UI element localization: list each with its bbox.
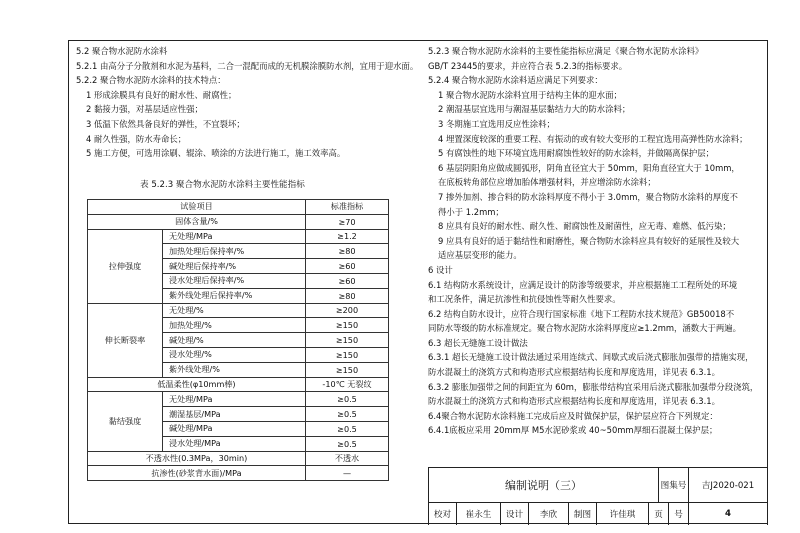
left-column bbox=[76, 44, 419, 161]
group-label: 拉伸强度 bbox=[88, 229, 163, 303]
table-cell: — bbox=[306, 466, 389, 481]
table-header: 标准指标 bbox=[306, 200, 389, 215]
right-line: 7 掺外加剂、掺合料的防水涂料厚度不得小于 3.0mm，聚合物防水涂料的厚度不 bbox=[438, 191, 738, 202]
right-line: 同防水等级的防水标准规定。聚合物水泥防水涂料厚度应≥1.2mm，涵数大于两遍。 bbox=[428, 323, 742, 334]
table-cell: ≥80 bbox=[306, 288, 389, 303]
left-line: 5 施工方便，可选用涂刷、辊涂、喷涂的方法进行施工，施工效率高。 bbox=[86, 148, 346, 159]
right-line: 9 应具有良好的适于黏结性和耐磨性，聚合物防水涂料应具有较好的延展性及较大 bbox=[438, 235, 740, 246]
right-line: 5 有腐蚀性的地下环境宜选用耐腐蚀性较好的防水涂料，并做隔离保护层； bbox=[438, 148, 714, 159]
right-line: 2 潮湿基层宜选用与潮湿基层黏结力大的防水涂料； bbox=[438, 104, 631, 115]
table-cell: 加热处理/% bbox=[163, 318, 306, 333]
left-line: 2 黏接力强，对基层适应性强； bbox=[86, 104, 203, 115]
table-cell: 无处理/MPa bbox=[163, 392, 306, 407]
design-label: 设计 bbox=[500, 503, 528, 525]
atlas-number: 吉J2020-021 bbox=[688, 468, 768, 502]
right-line: 6.1 结构防水系统设计，应满足设计的防渗等级要求，并应根据施工工程所处的环境 bbox=[428, 279, 738, 290]
table-cell: 不透水性(0.3MPa，30min) bbox=[88, 451, 306, 466]
table-cell: 浸水处理/% bbox=[163, 347, 306, 362]
section-title: 5.2 聚合物水泥防水涂料 bbox=[76, 46, 168, 56]
right-line: 6.3.1 超长无缝施工设计做法通过采用连续式、间歇式或后浇式膨胀加强带的措施实现， bbox=[428, 352, 754, 363]
table-cell: ≥0.5 bbox=[306, 436, 389, 451]
table-cell: ≥0.5 bbox=[306, 421, 389, 436]
table-cell: ≥60 bbox=[306, 259, 389, 274]
right-line: 4 埋置深度较深的重要工程、有振动的或有较大变形的工程宜选用高弹性防水涂料； bbox=[438, 133, 748, 144]
right-line: 防水混凝土的浇筑方式和构造形式应根据结构长度和厚度选用，详见表 6.3.1。 bbox=[428, 396, 720, 407]
atlas-label: 图集号 bbox=[658, 468, 688, 502]
spec-table bbox=[87, 199, 389, 481]
right-line: 6.2 结构自防水设计，应符合现行国家标准《地下工程防水技术规范》GB50018不 bbox=[428, 308, 735, 319]
right-line: 3 冬期施工宜选用反应性涂料； bbox=[438, 118, 555, 129]
table-cell: 加热处理后保持率/% bbox=[163, 244, 306, 259]
table-cell: 碱处理后保持率/% bbox=[163, 259, 306, 274]
designer-name: 李欣 bbox=[528, 503, 568, 525]
right-line: 适应基层变形的能力。 bbox=[438, 250, 522, 261]
group-label: 黏结强度 bbox=[88, 392, 163, 451]
right-line: 6.3.2 膨胀加强带之间的间距宜为 60m，膨胀带结构宜采用后浇式膨胀加强带分段浇筑， bbox=[428, 381, 759, 392]
table-cell: -10℃ 无裂纹 bbox=[306, 377, 389, 392]
right-line: 在底板转角部位应增加胎体增强材料，并应增涂防水涂料； bbox=[438, 177, 656, 188]
table-cell: ≥150 bbox=[306, 347, 389, 362]
page-number: 4 bbox=[688, 503, 768, 525]
drawing-title: 编制说明（三） bbox=[428, 468, 658, 502]
table-cell: 浸水处理后保持率/% bbox=[163, 273, 306, 288]
right-line: 6 基层阴阳角应做成圆弧形，阴角直径宜大于 50mm，阳角直径宜大于 10mm， bbox=[438, 162, 740, 173]
left-line: 1 形成涂膜具有良好的耐水性、耐腐性； bbox=[86, 89, 237, 100]
table-cell: 不透水 bbox=[306, 451, 389, 466]
checker-name: 崔永生 bbox=[456, 503, 500, 525]
table-cell: 紫外线处理后保持率/% bbox=[163, 288, 306, 303]
right-line: 1 聚合物水泥防水涂料宜用于结构主体的迎水面； bbox=[438, 89, 622, 100]
right-line: 6.4.1底板应采用 20mm厚 M5水泥砂浆或 40~50mm厚细石混凝土保护层； bbox=[428, 425, 718, 436]
group-label: 伸长断裂率 bbox=[88, 303, 163, 377]
table-cell: ≥150 bbox=[306, 333, 389, 348]
right-line: 5.2.4 聚合物水泥防水涂料适应满足下列要求： bbox=[428, 75, 603, 86]
table-cell: 碱处理/MPa bbox=[163, 421, 306, 436]
left-line: 3 低温下依然具备良好的弹性，不宜裂坏； bbox=[86, 118, 245, 129]
draw-label: 制图 bbox=[568, 503, 596, 525]
left-line: 4 耐久性强，防水寿命长； bbox=[86, 133, 187, 144]
table-caption: 表 5.2.3 聚合物水泥防水涂料主要性能指标 bbox=[140, 180, 305, 190]
right-line: 6.4聚合物水泥防水涂料施工完成后应及时做保护层，保护层应符合下列规定： bbox=[428, 410, 718, 421]
right-line: 8 应具有良好的耐水性、耐久性、耐腐蚀性及耐菌性，应无毒、难燃、低污染； bbox=[438, 221, 731, 232]
table-cell: ≥200 bbox=[306, 303, 389, 318]
table-cell: 抗渗性(砂浆背水面)/MPa bbox=[88, 466, 306, 481]
right-line: 和工况条件，满足抗渗性和抗侵蚀性等耐久性要求。 bbox=[428, 294, 621, 305]
right-line: 6.3 超长无缝施工设计做法 bbox=[428, 337, 528, 348]
table-cell: 紫外线处理/% bbox=[163, 362, 306, 377]
right-line: 得小于 1.2mm； bbox=[438, 206, 504, 217]
left-line: 5.2.2 聚合物水泥防水涂料的技术特点： bbox=[76, 75, 226, 86]
right-line: 防水混凝土的浇筑方式和构造形式应根据结构长度和厚度选用，详见表 6.3.1。 bbox=[428, 367, 720, 378]
table-cell: ≥150 bbox=[306, 362, 389, 377]
right-line: 6 设计 bbox=[428, 264, 453, 275]
check-label: 校对 bbox=[428, 503, 456, 525]
table-cell: ≥80 bbox=[306, 244, 389, 259]
table-cell: 碱处理/% bbox=[163, 333, 306, 348]
table-cell: 固体含量/% bbox=[88, 214, 306, 229]
title-block bbox=[428, 467, 768, 525]
table-cell: ≥1.2 bbox=[306, 229, 389, 244]
table-cell: 无处理/MPa bbox=[163, 229, 306, 244]
page-label: 页 bbox=[648, 503, 668, 525]
right-line: GB/T 23445的要求，并应符合表 5.2.3的指标要求。 bbox=[428, 60, 628, 71]
table-cell: ≥0.5 bbox=[306, 392, 389, 407]
table-cell: ≥70 bbox=[306, 214, 389, 229]
drafter-name: 许佳琪 bbox=[596, 503, 648, 525]
table-cell: 浸水处理/MPa bbox=[163, 436, 306, 451]
table-cell: ≥0.5 bbox=[306, 407, 389, 422]
left-line: 5.2.1 由高分子分散剂和水泥为基料，二合一混配而成的无机膜涂膜防水剂，宜用于迎水面。 bbox=[76, 60, 419, 71]
table-header: 试验项目 bbox=[88, 200, 306, 215]
table-cell: 低温柔性(φ10mm棒) bbox=[88, 377, 306, 392]
table-cell: 潮湿基层/MPa bbox=[163, 407, 306, 422]
table-cell: ≥150 bbox=[306, 318, 389, 333]
right-line: 5.2.3 聚合物水泥防水涂料的主要性能指标应满足《聚合物水泥防水涂料》 bbox=[428, 46, 704, 56]
right-column bbox=[428, 44, 758, 438]
table-cell: ≥60 bbox=[306, 273, 389, 288]
page-label-2: 号 bbox=[668, 503, 688, 525]
table-cell: 无处理/% bbox=[163, 303, 306, 318]
